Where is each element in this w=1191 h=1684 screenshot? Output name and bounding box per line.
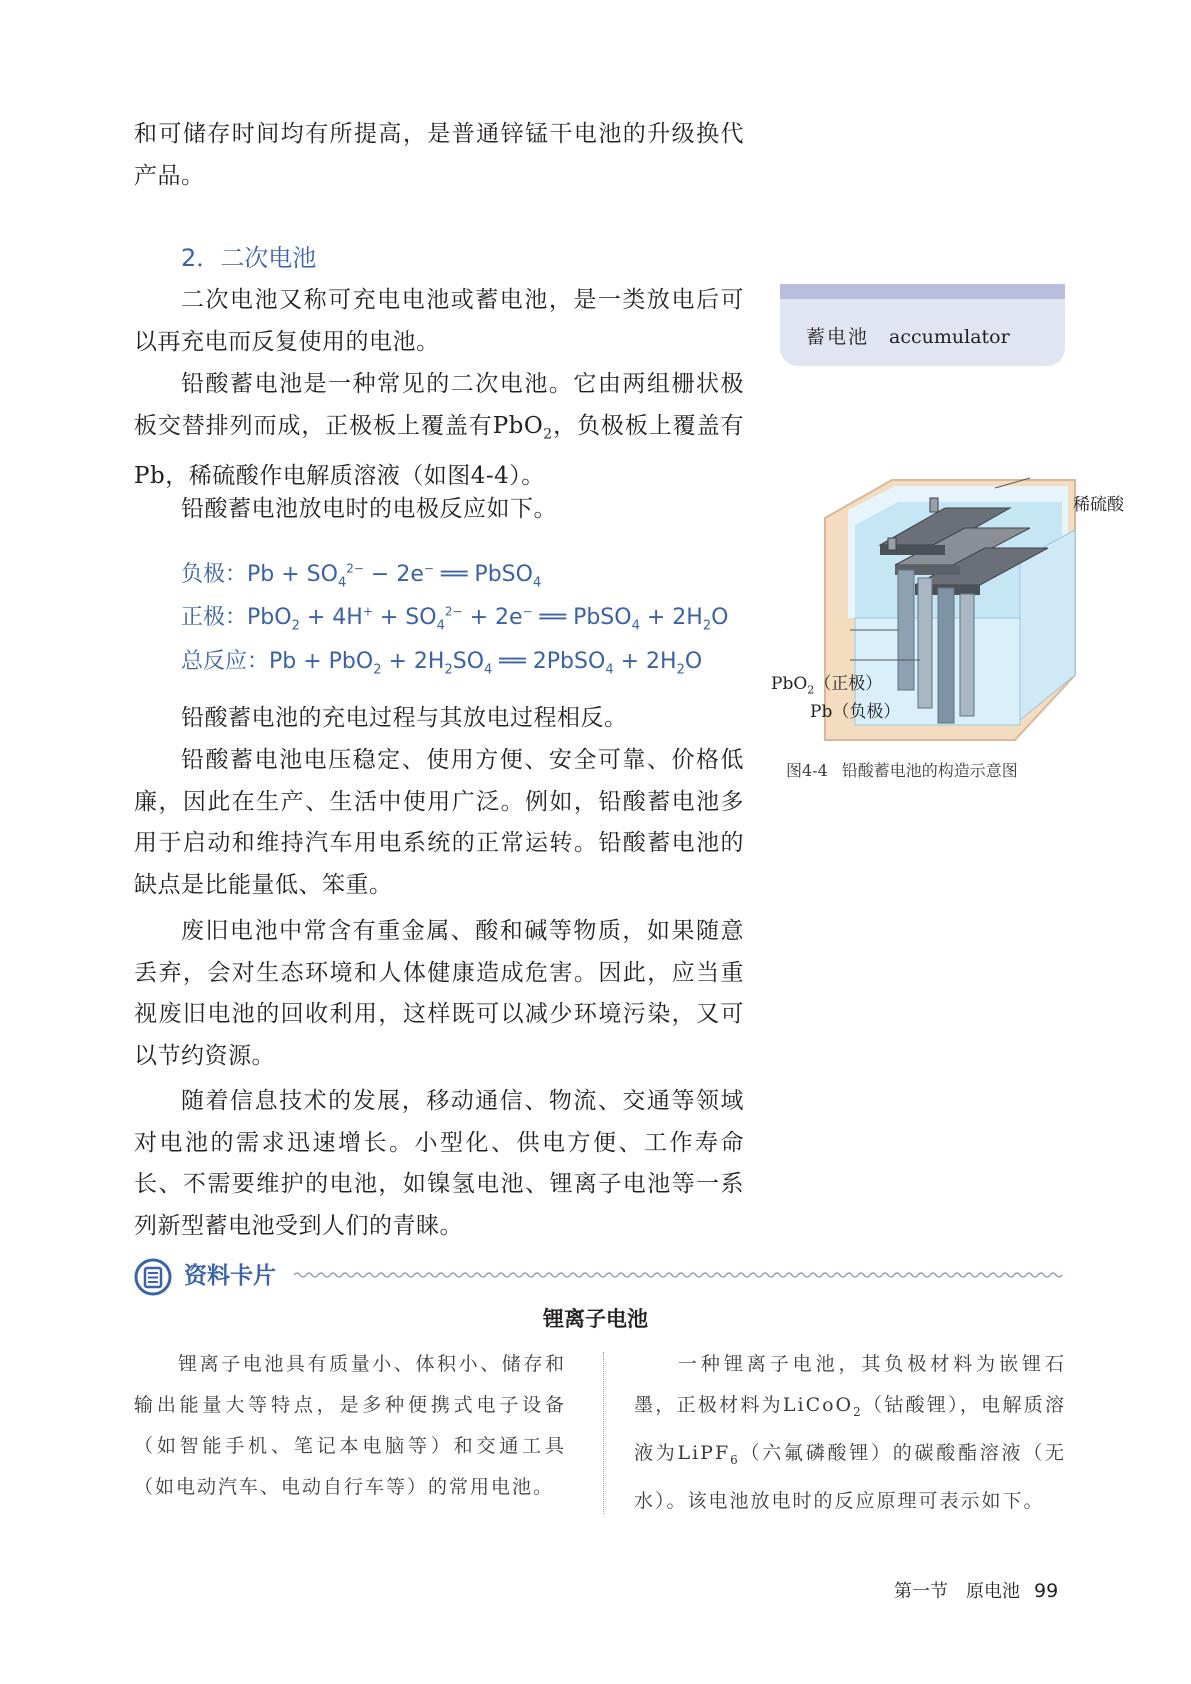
- paragraph-new-batteries: 随着信息技术的发展，移动通信、物流、交通等领域对电池的需求迅速增长。小型化、供电方便、工作寿命长、不需要维护的电池，如镍氢电池、锂离子电池等一系列新型蓄电池受到人们的青睐。: [134, 1088, 744, 1239]
- wavy-divider: [294, 1270, 1066, 1280]
- info-card-left-column: 锂离子电池具有质量小、体积小、储存和输出能量大等特点，是多种便携式电子设备（如智能手机、笔记本电脑等）和交通工具（如电动汽车、电动自行车等）的常用电池。: [134, 1353, 566, 1498]
- paragraph-lead-acid: 铅酸蓄电池是一种常见的二次电池。它由两组栅状极板交替排列而成，正极板上覆盖有PbO$_2$，负极板上覆盖有Pb，稀硫酸作电解质溶液（如图4-4）。: [134, 371, 744, 489]
- info-card-right-column: 一种锂离子电池，其负极材料为嵌锂石墨，正极材料为LiCoO$_2$（钴酸锂），电解质溶液为LiPF$_6$（六氟磷酸锂）的碳酸酯溶液（无水）。该电池放电时的反应原理可表示如下。: [634, 1353, 1066, 1512]
- label-pbo2-positive: PbO$_2$（正极）: [771, 674, 883, 697]
- equation-total: 总反应：$Pb + PbO_2 + 2H_2SO_4$ ══ 2PbSO$_4$ + $2H_2O$: [181, 649, 703, 678]
- figure-caption: 图4-4 铅酸蓄电池的构造示意图: [786, 761, 1018, 780]
- equation-negative: 负极：$Pb + SO_4^{2-} - 2e^-$ ══ PbSO$_4$: [181, 561, 542, 591]
- paragraph-secondary-battery: 二次电池又称可充电电池或蓄电池，是一类放电后可以再充电而反复使用的电池。: [134, 287, 744, 355]
- info-card-title: 资料卡片: [184, 1263, 276, 1289]
- glossary-box-bar: [780, 284, 1065, 299]
- info-card-header: [134, 1252, 1066, 1296]
- paragraph-discharge-intro: 铅酸蓄电池放电时的电极反应如下。: [181, 496, 557, 522]
- info-card-subtitle: 锂离子电池: [543, 1307, 648, 1331]
- paragraph-advantages: 铅酸蓄电池电压稳定、使用方便、安全可靠、价格低廉，因此在生产、生活中使用广泛。例如，铅酸蓄电池多用于启动和维持汽车用电系统的正常运转。铅酸蓄电池的缺点是比能量低、笨重。: [134, 747, 744, 898]
- footer-section: 第一节 原电池: [894, 1581, 1020, 1602]
- paragraph-continuation: 和可储存时间均有所提高，是普通锌锰干电池的升级换代产品。: [134, 121, 744, 189]
- glossary-box: [780, 284, 1065, 366]
- page-number: 99: [1034, 1580, 1059, 1602]
- paragraph-recycling: 废旧电池中常含有重金属、酸和碱等物质，如果随意丢弃，会对生态环境和人体健康造成危害。因此，应当重视废旧电池的回收利用，这样既可以减少环境污染，又可以节约资源。: [134, 918, 744, 1069]
- glossary-term: 蓄电池 accumulator: [806, 326, 1010, 348]
- paragraph-charging: 铅酸蓄电池的充电过程与其放电过程相反。: [181, 705, 628, 731]
- label-pb-negative: Pb（负极）: [810, 702, 901, 722]
- page-footer: [894, 1577, 1058, 1603]
- label-sulfuric-acid: 稀硫酸: [1073, 495, 1124, 515]
- column-divider: [603, 1352, 604, 1514]
- section-title: 2．二次电池: [181, 244, 317, 272]
- equation-positive: 正极：$PbO_2 + 4H^+ + SO_4^{2-} + 2e^-$ ══ PbSO$_4$ + $2H_2O$: [181, 604, 729, 634]
- document-icon: [134, 1258, 172, 1296]
